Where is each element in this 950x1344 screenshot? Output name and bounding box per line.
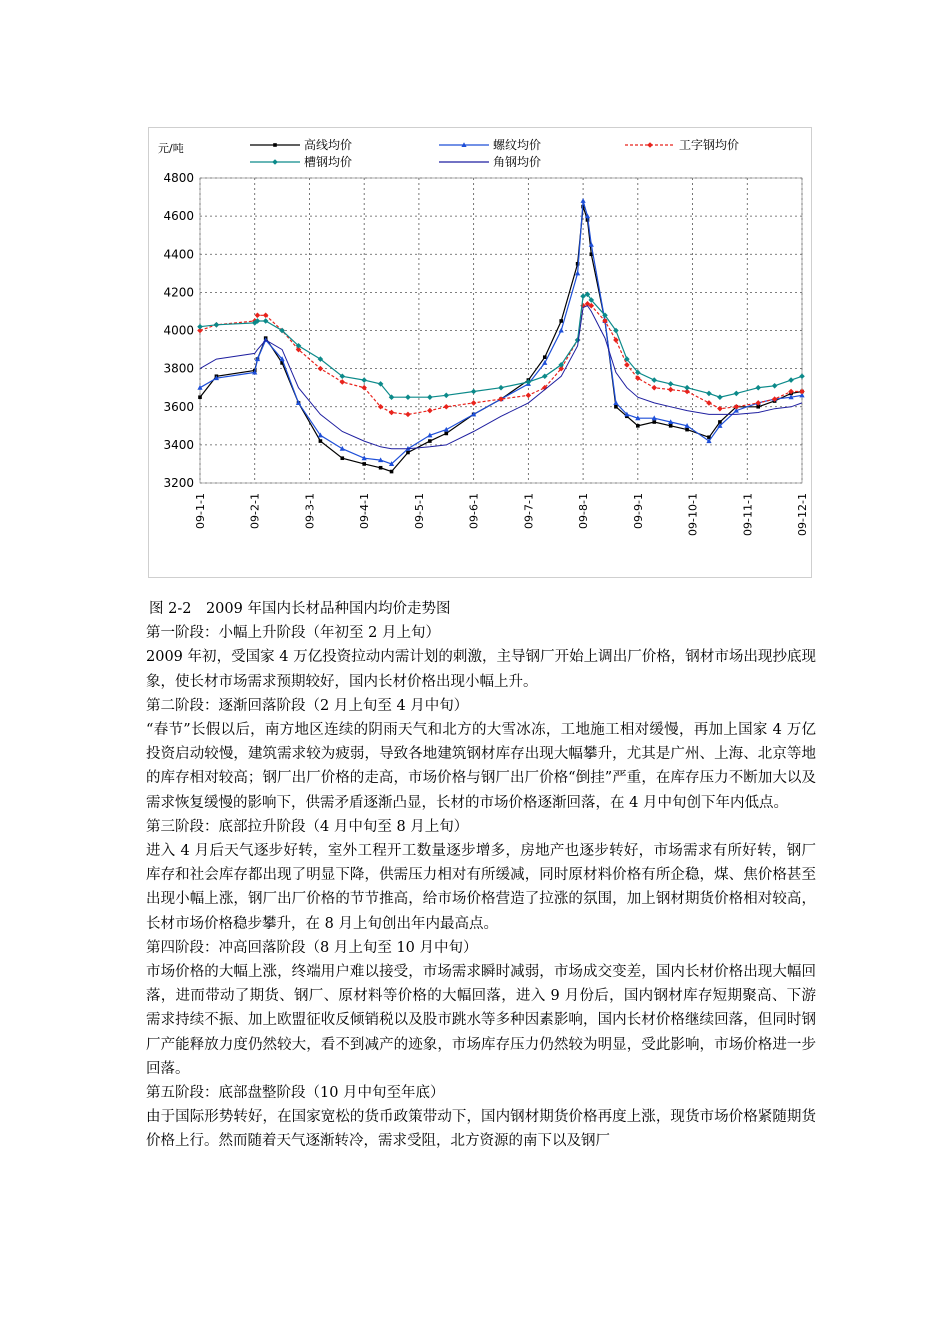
stage-2-heading: 第二阶段：逐渐回落阶段（2 月上旬至 4 月中旬） xyxy=(146,697,469,714)
series-3-point xyxy=(772,383,778,389)
x-tick-label: 09-10-1 xyxy=(686,493,700,536)
series-3-point xyxy=(526,379,532,385)
y-tick-label: 4600 xyxy=(163,209,194,224)
series-0-point xyxy=(390,470,394,474)
legend-label-4: 角钢均价 xyxy=(493,155,542,169)
legend-label-0: 高线均价 xyxy=(304,138,353,152)
series-3-point xyxy=(197,324,203,330)
figure-caption: 图 2-2 2009 年国内长材品种国内均价走势图 xyxy=(149,601,451,617)
chart-canvas xyxy=(149,128,813,579)
stage-4-text: 市场价格的大幅上涨，终端用户难以接受，市场需求瞬时减弱，市场成交变差，国内长材价格出现大幅回落，进而带动了期货、钢厂、原材料等价格的大幅回落，进入 9 月份后，国内钢材库存短期聚高、下游需求持续不振、加上欧盟征收反倾销税以及股市跳水等多种因素影响，国内长材价格继续回落，但同时钢厂产能释放力度仍然较大，看不到减产的迹象，市场库存压力仍然较为明显，受此影响，市场价格进一步回落。 xyxy=(146,964,816,1077)
series-3-point xyxy=(443,393,449,399)
series-3-point xyxy=(668,381,674,387)
legend-label-3: 槽钢均价 xyxy=(304,155,353,169)
series-3-point xyxy=(427,394,433,400)
series-3-point xyxy=(706,391,712,397)
series-0-point xyxy=(198,395,202,399)
series-3-point xyxy=(755,385,761,391)
series-2-point xyxy=(389,410,395,416)
series-2-point xyxy=(263,312,269,318)
series-0-point xyxy=(444,432,448,436)
series-2-point xyxy=(668,387,674,393)
y-tick-label: 4200 xyxy=(163,285,194,300)
series-2-point xyxy=(624,362,630,368)
series-0-point xyxy=(614,405,618,409)
series-2-point xyxy=(706,400,712,406)
series-2-point xyxy=(405,412,411,418)
y-axis-unit-label: 元/吨 xyxy=(158,142,184,155)
stage-2-text: “春节”长假以后，南方地区连续的阴雨天气和北方的大雪冰冻，工地施工相对缓慢，再加上国家 4 万亿投资启动较慢，建筑需求较为疲弱，导致各地建筑钢材库存出现大幅攀升，尤其是广州、上海、北京等地的库存相对较高；钢厂出厂价格的走高，市场价格与钢厂出厂价格“倒挂”严重，在库存压力不断加大以及需求恢复缓慢的影响下，供需矛盾逐渐凸显，长材的市场价格逐渐回落，在 4 月中旬创下年内低点。 xyxy=(146,722,816,811)
series-0-point xyxy=(406,451,410,455)
legend-marker-0 xyxy=(273,143,277,147)
series-1-point xyxy=(340,446,345,451)
x-tick-label: 09-2-1 xyxy=(248,493,262,529)
series-2-point xyxy=(443,404,449,410)
series-3-point xyxy=(799,373,805,379)
series-2-point xyxy=(651,385,657,391)
stage-4-heading: 第四阶段：冲高回落阶段（8 月上旬至 10 月中旬） xyxy=(146,939,478,956)
series-line-4 xyxy=(200,306,802,449)
series-3-point xyxy=(651,377,657,383)
series-2-point xyxy=(471,400,477,406)
series-0-point xyxy=(543,355,547,359)
stage-5-text: 由于国际形势转好，在国家宽松的货币政策带动下，国内钢材期货价格再度上涨，现货市场价格紧随期货价格上行。然而随着天气逐渐转冷，需求受阻，北方资源的南下以及钢厂 xyxy=(146,1109,816,1150)
legend-marker-2 xyxy=(647,142,653,148)
series-3-point xyxy=(471,389,477,395)
x-tick-label: 09-5-1 xyxy=(412,493,426,529)
series-0-point xyxy=(379,466,383,470)
y-tick-label: 3800 xyxy=(163,361,194,376)
series-1-point xyxy=(559,328,564,333)
legend-marker-3 xyxy=(272,159,278,165)
series-0-point xyxy=(559,319,563,323)
series-3-point xyxy=(263,318,269,324)
series-3-point xyxy=(717,394,723,400)
series-1-point xyxy=(255,356,260,361)
y-tick-label: 4000 xyxy=(163,323,194,338)
series-1-point xyxy=(296,400,301,405)
stage-3-heading: 第三阶段：底部拉升阶段（4 月中旬至 8 月上旬） xyxy=(146,818,469,835)
legend-label-1: 螺纹均价 xyxy=(493,138,542,152)
x-tick-label: 09-4-1 xyxy=(358,493,372,529)
series-0-point xyxy=(362,462,366,466)
y-tick-label: 4400 xyxy=(163,247,194,262)
series-line-1 xyxy=(200,201,802,464)
x-tick-label: 09-9-1 xyxy=(631,493,645,529)
series-0-point xyxy=(652,420,656,424)
series-2-point xyxy=(318,366,324,372)
series-3-point xyxy=(498,385,504,391)
series-0-point xyxy=(428,439,432,443)
series-1-point xyxy=(542,360,547,365)
series-1-point xyxy=(580,198,585,203)
series-0-point xyxy=(636,424,640,428)
stage-5-heading: 第五阶段：底部盘整阶段（10 月中旬至年底） xyxy=(146,1085,445,1102)
y-tick-label: 3200 xyxy=(163,476,194,490)
series-2-point xyxy=(613,337,619,343)
series-0-point xyxy=(319,439,323,443)
series-2-point xyxy=(427,408,433,414)
x-tick-label: 09-1-1 xyxy=(194,493,207,529)
stage-1-heading: 第一阶段：小幅上升阶段（年初至 2 月上旬） xyxy=(146,625,440,642)
series-0-point xyxy=(340,456,344,460)
x-tick-label: 09-11-1 xyxy=(741,493,755,536)
price-trend-chart xyxy=(148,127,812,578)
x-tick-label: 09-7-1 xyxy=(522,493,536,529)
series-2-point xyxy=(255,312,261,318)
series-1-point xyxy=(613,400,618,405)
x-tick-label: 09-3-1 xyxy=(303,493,317,529)
x-tick-label: 09-8-1 xyxy=(577,493,591,529)
series-3-point xyxy=(734,391,740,397)
series-2-point xyxy=(799,389,805,395)
series-line-0 xyxy=(200,207,802,472)
series-3-point xyxy=(684,385,690,391)
x-tick-label: 09-12-1 xyxy=(796,493,809,536)
document-body xyxy=(146,597,816,1154)
series-0-point xyxy=(669,424,673,428)
legend-label-2: 工字钢均价 xyxy=(679,138,740,152)
series-3-point xyxy=(788,377,794,383)
series-0-point xyxy=(685,428,689,432)
series-2-point xyxy=(526,393,532,399)
series-3-point xyxy=(361,377,367,383)
y-tick-label: 3400 xyxy=(163,437,194,452)
series-2-point xyxy=(339,379,345,385)
series-3-point xyxy=(214,322,220,328)
x-tick-label: 09-6-1 xyxy=(467,493,481,529)
y-tick-label: 3600 xyxy=(163,399,194,414)
stage-1-text: 2009 年初，受国家 4 万亿投资拉动内需计划的刺激，主导钢厂开始上调出厂价格，钢材市场出现抄底现象，使长材市场需求预期较好，国内长材价格出现小幅上升。 xyxy=(146,649,816,690)
series-3-point xyxy=(405,394,411,400)
y-tick-label: 4800 xyxy=(163,171,194,185)
stage-3-text: 进入 4 月后天气逐步好转，室外工程开工数量逐步增多，房地产也逐步转好，市场需求有所好转，钢厂库存和社会库存都出现了明显下降，供需压力相对有所缓减，同时原材料价格有所企稳，煤、焦价格甚至出现小幅上涨，钢厂出厂价格的节节推高，给市场价格营造了拉涨的氛围，加上钢材期货价格相对较高，长材市场价格稳步攀升，在 8 月上旬创出年内最高点。 xyxy=(146,843,816,932)
